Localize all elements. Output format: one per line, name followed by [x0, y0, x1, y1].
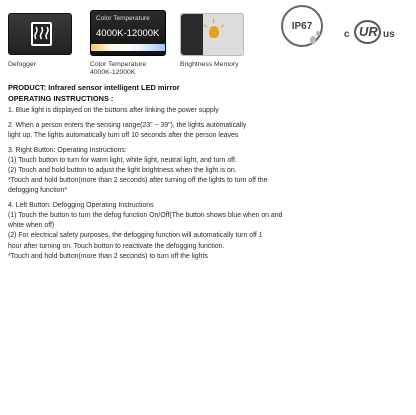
instruction-line: *Touch and hold button(more than 2 seconds) after turning off the lights to turn off the: [8, 177, 268, 185]
ip67-label: IP67: [291, 20, 313, 32]
bulb-glyph: [209, 26, 219, 38]
instruction-line: 2. When a person enters the sensing range(23" ~ 39"), the lights automatically: [8, 121, 247, 129]
instruction-line: white when off): [8, 222, 55, 230]
bulb-ray: [213, 19, 214, 23]
instruction-section-3: [8, 146, 413, 196]
instruction-line: light up. The lights automatically turn off 10 seconds after the person leaves: [8, 131, 239, 139]
ip67-seal: [281, 5, 323, 47]
product-line: PRODUCT: Infrared sensor intelligent LED mirror: [8, 83, 180, 92]
instruction-line: (1) Touch the button to turn the defog function On/Off(The button shows blue when on and: [8, 212, 283, 220]
defog-icon: [8, 13, 72, 55]
instruction-line: (2) Touch and hold button to adjust the light brightness when the light is on.: [8, 167, 237, 175]
feature-icon-row: [0, 0, 416, 80]
water-drop-icon: [316, 31, 320, 36]
color-gradient-bar: [91, 44, 165, 51]
instruction-line: (2) For electrical safety purposes, the defogging function will automatically turn off 1: [8, 232, 263, 240]
brightness-memory-caption: Brightness Memory: [180, 61, 239, 68]
water-drop-icon: [310, 36, 316, 44]
instruction-line: (1) Touch button to turn for warm light, white light, neutral light, and turn off.: [8, 156, 237, 164]
color-tile-range: 4000K-12000K: [96, 28, 160, 39]
instruction-section-4: [8, 201, 413, 261]
color-caption-line-2: 4000K-12000K: [90, 69, 136, 77]
defogger-caption: Defogger: [8, 61, 36, 68]
instruction-line: *Touch and hold button(more than 2 seconds) to turn off the lights: [8, 252, 208, 260]
bulb-icon: [180, 13, 244, 56]
ul-us-letters: us: [383, 29, 395, 40]
bulb-tile-dark-half: [181, 14, 203, 55]
instructions-document: [8, 83, 413, 262]
color-temperature-icon: [90, 10, 166, 56]
color-caption-line-1: Color Temperature: [90, 61, 147, 68]
instruction-line: 4. Left Button: Defogging Operating Instructions: [8, 202, 154, 210]
instruction-line: 1. Blue light is displayed on the buttons after linking the power supply: [8, 106, 219, 114]
color-tile-title: Color Temperature: [96, 15, 150, 22]
ul-logo-letters: UR: [359, 24, 378, 39]
ul-c-letter: c: [344, 29, 350, 40]
instruction-line: defogging function*: [8, 187, 68, 195]
instruction-section-2: [8, 121, 413, 141]
instruction-line: 3. Right Button: Operating Instructions:: [8, 146, 127, 154]
operating-instructions-title: OPERATING INSTRUCTIONS :: [8, 93, 114, 103]
instruction-line: hour after turning on. Touch button to reactivate the defogging function.: [8, 242, 225, 250]
bulb-ray: [221, 24, 225, 27]
defog-glyph: [31, 22, 52, 46]
instruction-section-1: [8, 106, 413, 116]
bulb-ray: [204, 24, 208, 27]
color-temperature-caption: [90, 61, 146, 78]
steam-lines-icon: [33, 24, 50, 44]
